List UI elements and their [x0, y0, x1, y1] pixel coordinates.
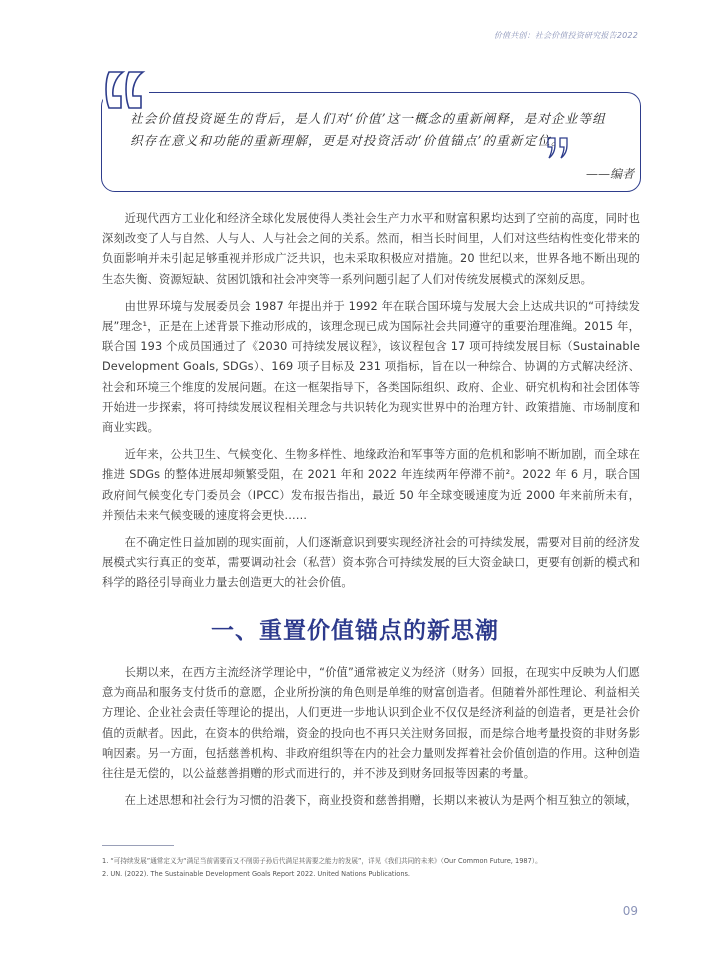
footnote-1: 1. “可持续发展”通常定义为“满足当前需要而又不削弱子孙后代满足其需要之能力的发展”，详见《我们共同的未来》（Our Common Future, 1987）。	[102, 857, 542, 865]
quote-text	[130, 108, 650, 152]
intro-text	[102, 209, 640, 601]
close-quote-icon	[545, 136, 571, 160]
paragraph: 在上述思想和社会行为习惯的沿袭下，商业投资和慈善捐赠，长期以来被认为是两个相互独立的领域，	[124, 794, 638, 808]
page-number: 09	[622, 904, 638, 918]
footnotes	[102, 855, 662, 881]
paragraph: 近现代西方工业化和经济全球化发展使得人类社会生产力水平和财富积累均达到了空前的高度，同时也深刻改变了人与自然、人与人、人与社会之间的关系。然而，相当长时间里，人们对这些结构性变化带来的负面影响并未引起足够重视并形成广泛共识，也未采取积极应对措施。20 世纪以来，世界各地不断出现的生态失衡、资源短缺、贫困饥饿和社会冲突等一系列问题引起了人们对传统发展模式的深刻反思。	[102, 212, 640, 286]
paragraph: 由世界环境与发展委员会 1987 年提出并于 1992 年在联合国环境与发展大会上达成共识的“可持续发展”理念¹，正是在上述背景下推动形成的，该理念现已成为国际社会共同遵守的重要治理准绳。2015 年，联合国 193 个成员国通过了《2030 可持续发展议程》，该议程包含 17 项可持续发展目标（Sustainable Development Goals, SDGs）、169 项子目标及 231 项指标，旨在以一种综合、协调的方式解决经济、社会和环境三个维度的发展问题。在这一框架指导下，各类国际组织、政府、企业、研究机构和社会团体等开始进一步探索，将可持续发展议程相关理念与共识转化为现实世界中的治理方针、政策措施、市场制度和商业实践。	[102, 299, 640, 435]
footnote-2: 2. UN. (2022). The Sustainable Development Goals Report 2022. United Nations Publications.	[102, 870, 411, 878]
paragraph: 在不确定性日益加剧的现实面前，人们逐渐意识到要实现经济社会的可持续发展，需要对目前的经济发展模式实行真正的变革，需要调动社会（私营）资本弥合可持续发展的巨大资金缺口，更要有创新的模式和科学的路径引导商业力量去创造更大的社会价值。	[102, 536, 640, 590]
quote-line-2: 织存在意义和功能的重新理解，更是对投资活动‘价值锚点’的重新定位。	[130, 133, 565, 148]
running-head: 价值共创：社会价值投资研究报告2022	[493, 31, 638, 40]
quote-attribution: ——编者	[585, 167, 634, 181]
quote-line-1: 社会价值投资诞生的背后，是人们对‘价值’这一概念的重新阐释，是对企业等组	[130, 111, 606, 126]
open-quote-icon	[103, 68, 149, 112]
paragraph: 近年来，公共卫生、气候变化、生物多样性、地缘政治和军事等方面的危机和影响不断加剧，而全球在推进 SDGs 的整体进展却频繁受阻，在 2021 年和 2022 年连续两年停滞不前²。2022 年 6 月，联合国政府间气候变化专门委员会（IPCC）发布报告指出，最近 50 年全球变暖速度为近 2000 年来前所未有，并预估未来气候变暖的速度将会更快……	[102, 448, 640, 522]
footnote-divider	[102, 845, 174, 846]
section-text	[102, 663, 640, 818]
section-title: 一、重置价值锚点的新思潮	[211, 618, 499, 644]
paragraph: 长期以来，在西方主流经济学理论中，“价值”通常被定义为经济（财务）回报，在现实中反映为人们愿意为商品和服务支付货币的意愿，企业所扮演的角色则是单维的财富创造者。但随着外部性理论、利益相关方理论、企业社会责任等理论的提出，人们更进一步地认识到企业不仅仅是经济利益的创造者，更是社会价值的贡献者。因此，在资本的供给端，资金的投向也不再只关注财务回报，而是综合地考量投资的非财务影响因素。另一方面，包括慈善机构、非政府组织等在内的社会力量则发挥着社会价值创造的作用。这种创造往往是无偿的，以公益慈善捐赠的形式而进行的，并不涉及到财务回报等因素的考量。	[102, 666, 640, 781]
